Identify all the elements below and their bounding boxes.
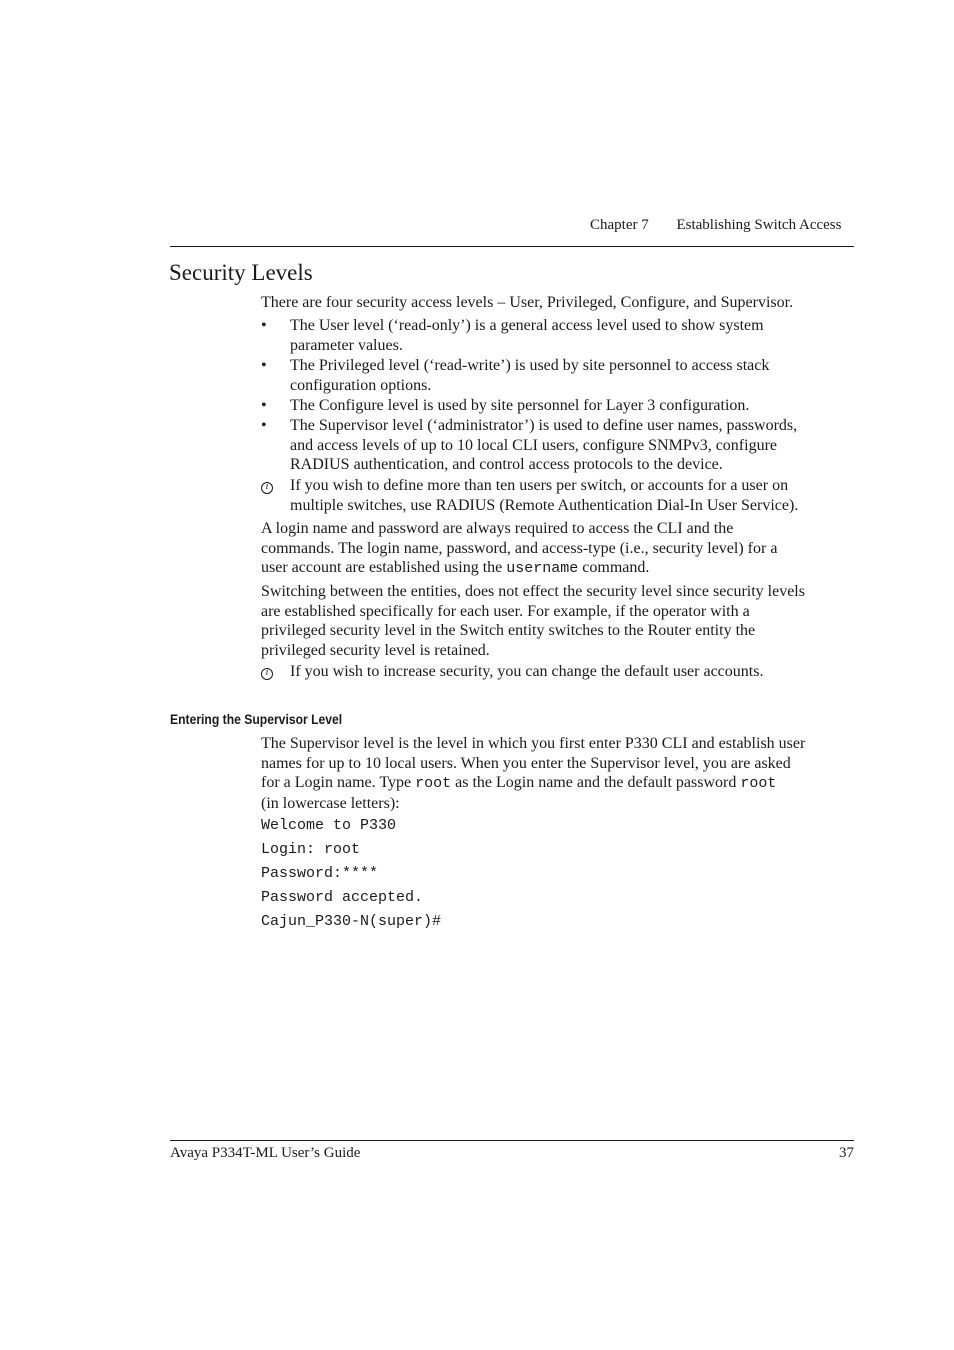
login-paragraph <box>261 519 855 579</box>
footer-rule <box>170 1140 854 1141</box>
bullet-item <box>261 316 855 356</box>
bullet-mark: • <box>261 417 267 434</box>
bullet-item <box>261 396 855 416</box>
bullet-line: RADIUS authentication, and control access protocols to the device. <box>290 456 723 473</box>
page-number: 37 <box>839 1145 854 1161</box>
header-chapter: Chapter 7 <box>590 217 649 233</box>
subsection-title: Entering the Supervisor Level <box>170 712 343 727</box>
paragraph-line <box>261 773 855 794</box>
bullet-line: parameter values. <box>290 336 403 354</box>
note-item <box>261 662 855 682</box>
header-rule <box>170 246 854 247</box>
text-span: for a Login name. Type <box>261 774 416 791</box>
code-line: Login: root <box>261 841 361 858</box>
inline-code: username <box>506 560 579 577</box>
bullet-item <box>261 416 855 476</box>
bullet-line: The Configure level is used by site personnel for Layer 3 configuration. <box>290 397 750 414</box>
code-line: Password:**** <box>261 865 379 882</box>
intro-paragraph: There are four security access levels – User, Privileged, Configure, and Supervisor. <box>261 294 794 311</box>
info-icon <box>261 662 281 682</box>
bullet-mark: • <box>261 317 267 334</box>
paragraph-line: privileged security level is retained. <box>261 641 490 659</box>
bullet-line: configuration options. <box>290 376 432 394</box>
switching-paragraph <box>261 582 855 660</box>
paragraph-line: names for up to 10 local users. When you enter the Supervisor level, you are asked <box>261 754 791 772</box>
text-span: command. <box>578 559 650 576</box>
paragraph-line: privileged security level in the Switch entity switches to the Router entity the <box>261 622 756 639</box>
bullet-mark: • <box>261 397 267 414</box>
note-line: multiple switches, use RADIUS (Remote Authentication Dial-In User Service). <box>290 496 799 514</box>
inline-code: root <box>740 775 777 792</box>
info-icon <box>261 476 281 496</box>
paragraph-line <box>261 558 855 579</box>
bullet-line: and access levels of up to 10 local CLI users, configure SNMPv3, configure <box>290 436 777 454</box>
paragraph-line: Switching between the entities, does not effect the security level since security levels <box>261 583 805 600</box>
paragraph-line: The Supervisor level is the level in which you first enter P330 CLI and establish user <box>261 735 806 752</box>
bullet-item <box>261 356 855 396</box>
note-line: If you wish to increase security, you can change the default user accounts. <box>290 663 764 680</box>
inline-code: root <box>415 775 452 792</box>
bullet-line: The User level (‘read-only’) is a general access level used to show system <box>290 317 764 334</box>
running-header <box>590 216 841 236</box>
note-line: If you wish to define more than ten users per switch, or accounts for a user on <box>290 477 789 494</box>
supervisor-paragraph <box>261 734 855 813</box>
paragraph-line: (in lowercase letters): <box>261 794 400 812</box>
code-line: Password accepted. <box>261 889 424 906</box>
paragraph-line: A login name and password are always required to access the CLI and the <box>261 520 734 537</box>
bullet-mark: • <box>261 357 267 374</box>
text-span: user account are established using the <box>261 559 507 576</box>
section-title: Security Levels <box>169 260 313 285</box>
bullet-line: The Privileged level (‘read-write’) is used by site personnel to access stack <box>290 357 770 374</box>
code-line: Welcome to P330 <box>261 817 397 834</box>
text-span: as the Login name and the default password <box>451 774 741 791</box>
paragraph-line: are established specifically for each user. For example, if the operator with a <box>261 602 750 620</box>
code-line: Cajun_P330-N(super)# <box>261 913 442 930</box>
note-item <box>261 476 855 516</box>
header-chapter-title: Establishing Switch Access <box>676 217 842 233</box>
bullet-line: The Supervisor level (‘administrator’) is used to define user names, passwords, <box>290 417 798 434</box>
paragraph-line: commands. The login name, password, and access-type (i.e., security level) for a <box>261 539 778 557</box>
footer-guide-title: Avaya P334T-ML User’s Guide <box>170 1145 361 1161</box>
